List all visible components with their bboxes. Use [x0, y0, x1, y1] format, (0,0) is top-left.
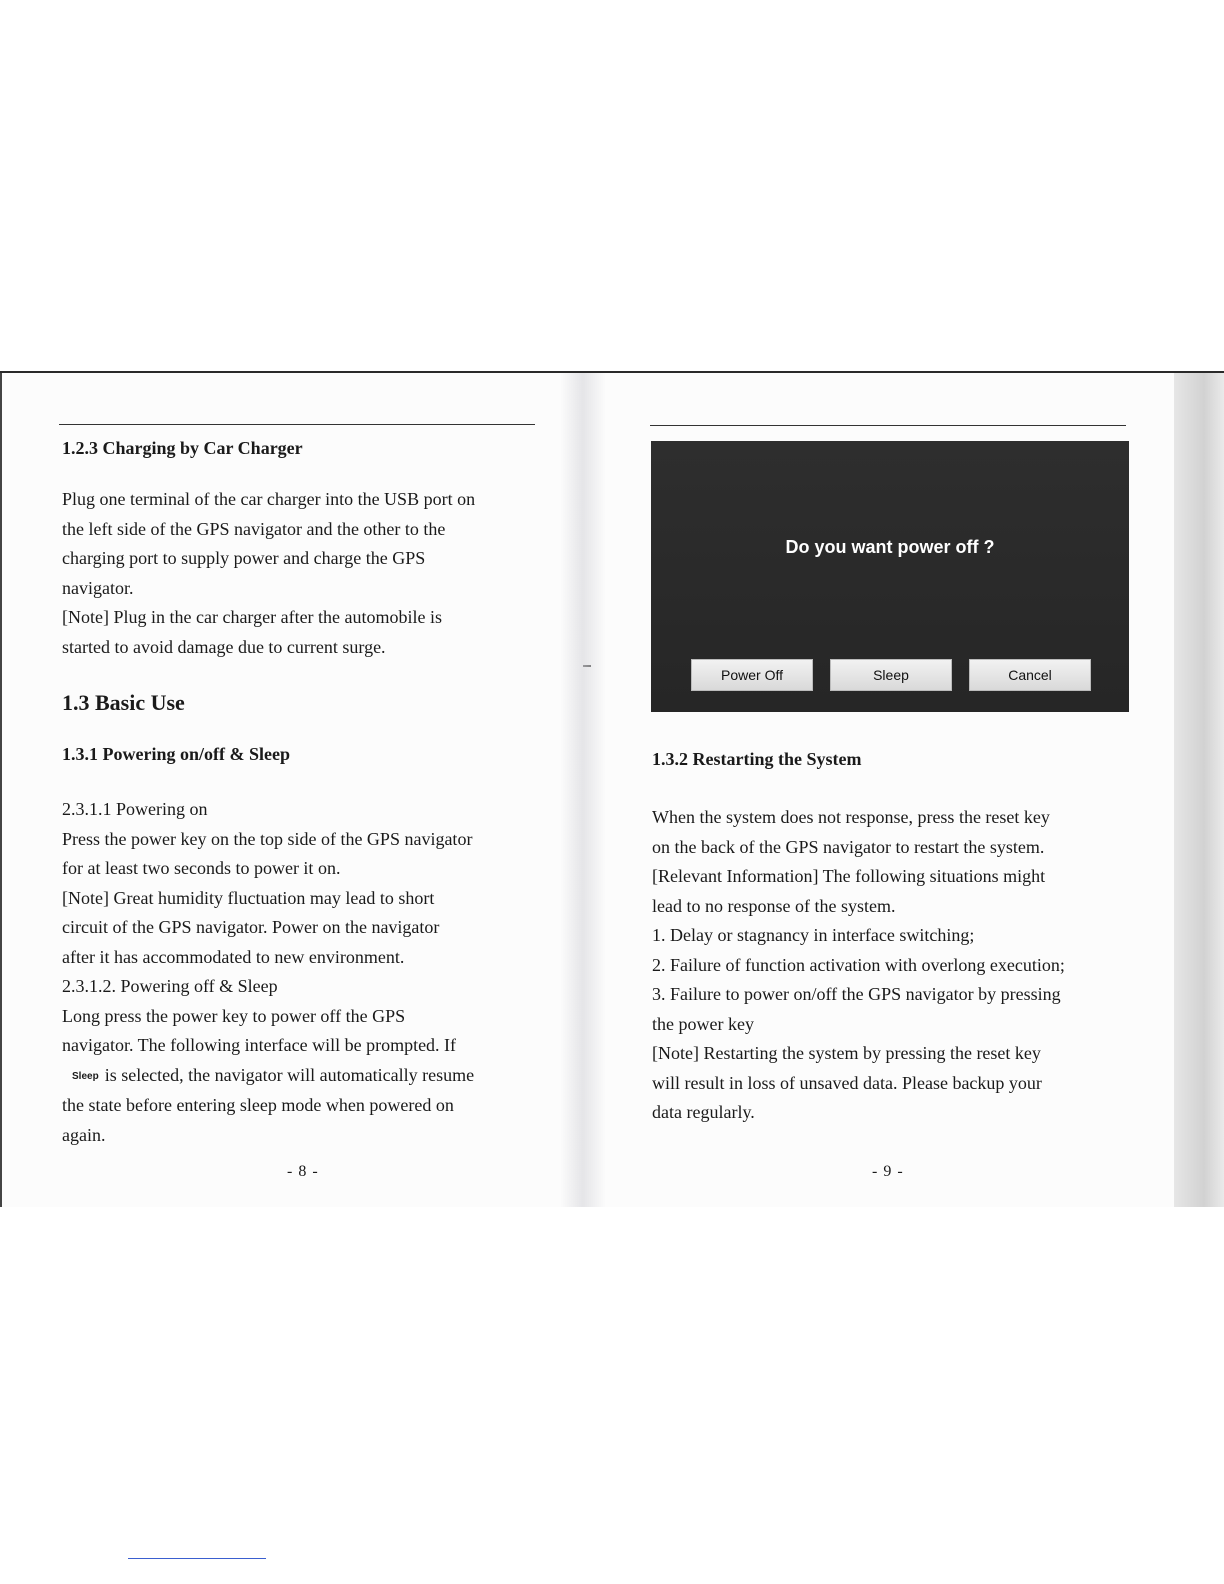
right-header-rule — [650, 425, 1126, 426]
text-line — [62, 1061, 522, 1092]
text-line: Long press the power key to power off the GPS — [62, 1005, 406, 1026]
text-line: [Note] Plug in the car charger after the automobile is — [62, 607, 443, 627]
text-line: started to avoid damage due to current surge. — [62, 636, 386, 657]
text-line: charging port to supply power and charge the GPS — [62, 548, 426, 568]
text-line: navigator. The following interface will be prompted. If — [62, 1035, 457, 1055]
text-line: navigator. — [62, 577, 134, 598]
text-line: 3. Failure to power on/off the GPS navigator by pressing — [652, 984, 1061, 1004]
text-line: for at least two seconds to power it on. — [62, 858, 341, 878]
right-page — [590, 373, 1174, 1207]
left-header-rule — [59, 424, 535, 425]
text-line: on the back of the GPS navigator to restart the system. — [652, 836, 1045, 857]
text-line: Plug one terminal of the car charger into the USB port on — [62, 489, 476, 509]
text-line: lead to no response of the system. — [652, 895, 896, 916]
sleep-inline-icon: Sleep — [72, 1070, 99, 1082]
text-line: circuit of the GPS navigator. Power on the navigator — [62, 917, 440, 937]
text-line: the left side of the GPS navigator and the other to the — [62, 518, 446, 539]
text-line: 2. Failure of function activation with overlong execution; — [652, 954, 1065, 975]
paragraph-charging — [62, 485, 517, 662]
power-off-button[interactable]: Power Off — [691, 659, 813, 691]
text-fragment: is selected, the navigator will automatically resume — [104, 1064, 475, 1085]
footer-rule — [128, 1558, 266, 1559]
power-off-dialog — [651, 441, 1129, 712]
text-line: [Note] Great humidity fluctuation may lead to short — [62, 887, 435, 908]
text-line: Press the power key on the top side of the GPS navigator — [62, 828, 473, 849]
text-line: 2.3.1.1 Powering on — [62, 799, 208, 819]
page-edge-shadow — [1174, 373, 1224, 1207]
text-line: the state before entering sleep mode when powered on — [62, 1095, 454, 1115]
left-page — [0, 373, 592, 1207]
text-line: [Relevant Information] The following situations might — [652, 866, 1046, 886]
scanned-spread — [0, 371, 1224, 1207]
heading-basic-use: 1.3 Basic Use — [62, 690, 185, 715]
text-line: When the system does not response, press the reset key — [652, 807, 1050, 827]
heading-restarting-system: 1.3.2 Restarting the System — [652, 749, 862, 769]
dialog-title: Do you want power off ? — [785, 537, 995, 557]
heading-powering-sleep: 1.3.1 Powering on/off & Sleep — [62, 744, 290, 764]
text-line: 2.3.1.2. Powering off & Sleep — [62, 976, 278, 996]
heading-charging-car-charger: 1.2.3 Charging by Car Charger — [62, 438, 303, 458]
page-number-right: - 9 - — [872, 1163, 904, 1180]
text-line: [Note] Restarting the system by pressing the reset key — [652, 1043, 1041, 1063]
text-line: will result in loss of unsaved data. Please backup your — [652, 1072, 1042, 1093]
paragraph-restart — [652, 803, 1105, 1128]
text-line: data regularly. — [652, 1102, 755, 1122]
page-number-left: - 8 - — [287, 1163, 319, 1180]
text-line: again. — [62, 1124, 106, 1145]
paragraph-power — [62, 795, 522, 1150]
cancel-button[interactable]: Cancel — [969, 659, 1091, 691]
text-line: the power key — [652, 1013, 754, 1034]
text-line: 1. Delay or stagnancy in interface switching; — [652, 925, 975, 945]
text-line: after it has accommodated to new environment. — [62, 946, 405, 967]
sleep-button[interactable]: Sleep — [830, 659, 952, 691]
